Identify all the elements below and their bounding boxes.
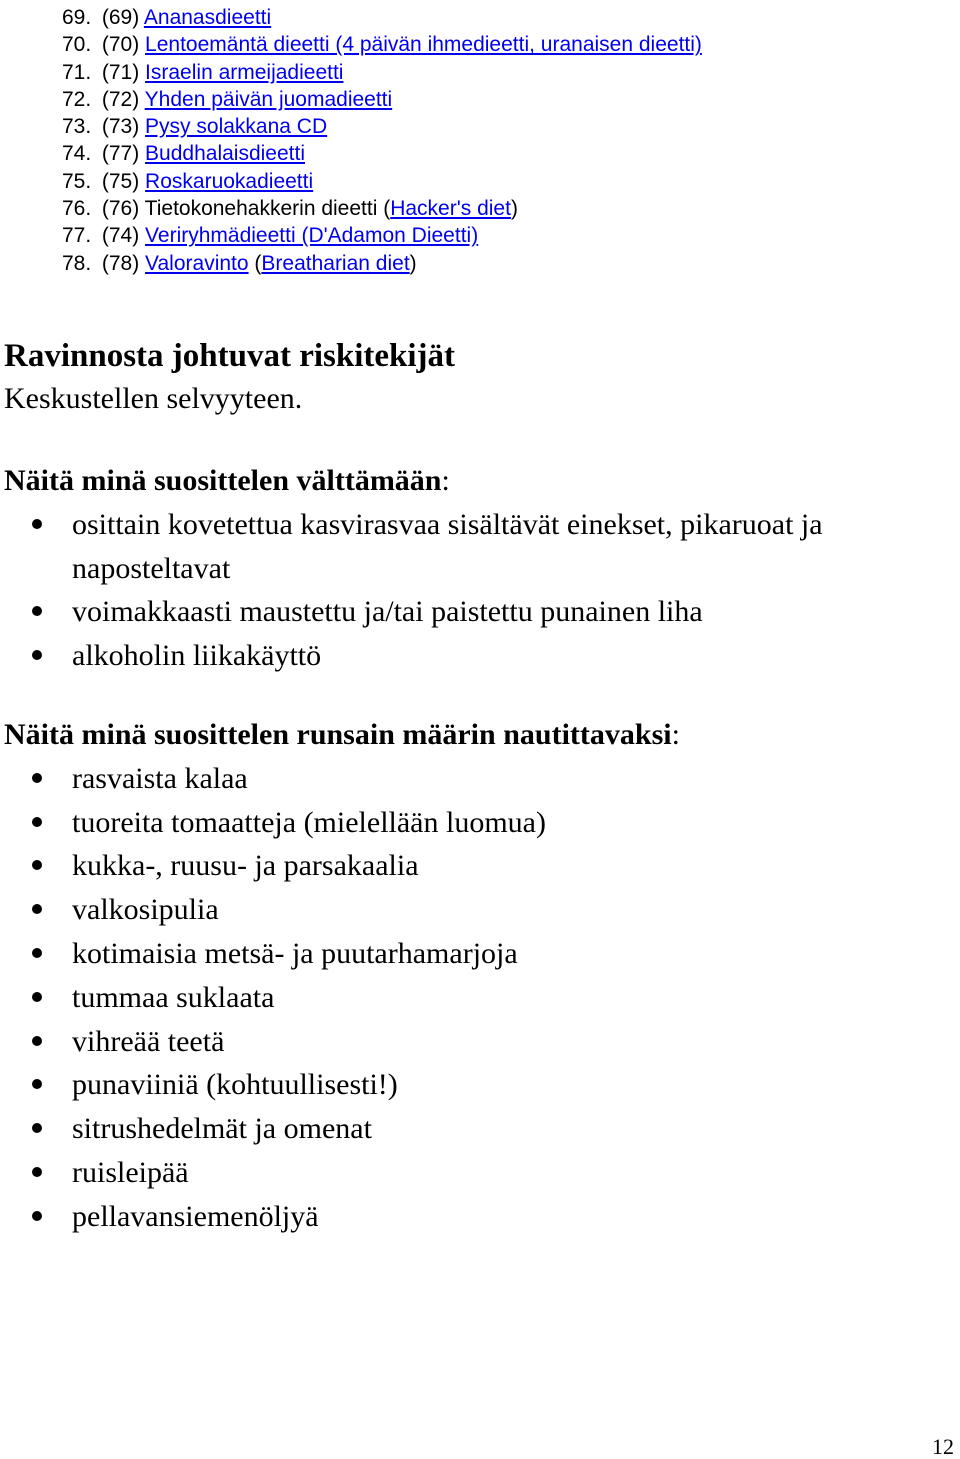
recommend-item-text: valkosipulia — [72, 893, 219, 927]
avoid-block — [4, 459, 954, 678]
item-text: Tietokonehakkerin dieetti ( — [144, 197, 391, 221]
recommend-item-text: kotimaisia metsä- ja puutarhamarjoja — [72, 936, 518, 970]
bullet-icon — [32, 1079, 42, 1089]
bullet-icon — [32, 1123, 42, 1133]
list-item — [62, 113, 702, 140]
recommend-heading — [4, 713, 954, 757]
item-code: (74) — [101, 224, 140, 248]
list-item — [4, 634, 954, 678]
section-subtitle: Keskustellen selvyyteen. — [4, 382, 303, 415]
list-item — [4, 801, 954, 845]
item-text: ( — [248, 251, 262, 275]
diet-link[interactable]: Pysy solakkana CD — [145, 115, 328, 139]
diet-link[interactable]: Veriryhmädieetti (D'Adamon Dieetti) — [145, 224, 479, 248]
recommend-item-text: tummaa suklaata — [72, 980, 275, 1014]
item-number: 71. — [62, 60, 92, 84]
list-item — [4, 1063, 954, 1107]
item-code: (73) — [101, 115, 140, 139]
bullet-icon — [32, 904, 42, 914]
recommend-item-text: rasvaista kalaa — [72, 761, 248, 795]
item-code: (78) — [101, 251, 140, 275]
diet-link[interactable]: Ananasdieetti — [143, 6, 272, 29]
list-item — [62, 59, 702, 86]
recommend-item-text: ruisleipää — [72, 1155, 189, 1189]
item-number: 77. — [62, 224, 92, 248]
bullet-icon — [32, 1036, 42, 1046]
avoid-item-text: alkoholin liikakäyttö — [72, 639, 322, 673]
item-number: 73. — [62, 115, 92, 139]
item-code: (69) — [101, 6, 140, 29]
list-item — [4, 503, 954, 591]
item-code: (77) — [101, 142, 140, 166]
list-item — [4, 1151, 954, 1195]
list-item — [62, 168, 702, 195]
item-text-close: ) — [510, 197, 518, 221]
bullet-icon — [32, 817, 42, 827]
avoid-heading — [4, 459, 954, 503]
section-title: Ravinnosta johtuvat riskitekijät — [4, 338, 456, 374]
item-number: 69. — [62, 6, 92, 29]
list-item — [62, 250, 702, 277]
list-item — [4, 1195, 954, 1239]
avoid-item-text: osittain kovetettua kasvirasvaa sisältävät einekset, pikaruoat ja naposteltavat — [72, 507, 823, 585]
diet-link[interactable]: Buddhalaisdieetti — [145, 142, 305, 166]
diet-link[interactable]: Israelin armeijadieetti — [145, 60, 344, 84]
item-code: (72) — [101, 87, 140, 111]
bullet-icon — [32, 1211, 42, 1221]
diet-link[interactable]: Yhden päivän juomadieetti — [144, 87, 393, 111]
avoid-list — [4, 503, 954, 678]
bullet-icon — [32, 519, 42, 529]
item-number: 76. — [62, 197, 92, 221]
item-text-close: ) — [409, 251, 417, 275]
bullet-icon — [32, 860, 42, 870]
list-item — [4, 590, 954, 634]
diet-link-secondary[interactable]: Breatharian diet — [261, 251, 410, 275]
item-code: (76) — [101, 197, 140, 221]
bullet-icon — [32, 1167, 42, 1177]
recommend-item-text: pellavansiemenöljyä — [72, 1199, 319, 1233]
list-item — [62, 195, 702, 222]
page-number: 12 — [932, 1434, 954, 1459]
list-item — [62, 31, 702, 58]
list-item — [62, 222, 702, 249]
bullet-icon — [32, 650, 42, 660]
list-item — [4, 1107, 954, 1151]
bullet-icon — [32, 773, 42, 783]
recommend-item-text: vihreää teetä — [72, 1024, 225, 1058]
diet-link-list — [62, 4, 702, 277]
avoid-heading-text: Näitä minä suosittelen välttämään — [4, 464, 442, 497]
item-number: 70. — [62, 33, 92, 57]
recommend-heading-colon: : — [671, 718, 680, 751]
item-number: 74. — [62, 142, 92, 166]
list-item — [62, 140, 702, 167]
list-item — [4, 844, 954, 888]
list-item — [4, 976, 954, 1020]
list-item — [4, 888, 954, 932]
list-item — [62, 86, 702, 113]
bullet-icon — [32, 992, 42, 1002]
recommend-block — [4, 713, 954, 1239]
list-item — [4, 1020, 954, 1064]
recommend-heading-text: Näitä minä suosittelen runsain määrin nautittavaksi — [4, 718, 672, 751]
recommend-item-text: kukka-, ruusu- ja parsakaalia — [72, 849, 419, 883]
avoid-heading-colon: : — [441, 464, 450, 497]
item-number: 75. — [62, 169, 92, 193]
recommend-item-text: punaviiniä (kohtuullisesti!) — [72, 1068, 398, 1102]
item-number: 78. — [62, 251, 92, 275]
avoid-item-text: voimakkaasti maustettu ja/tai paistettu punainen liha — [72, 595, 703, 629]
recommend-item-text: tuoreita tomaatteja (mielellään luomua) — [72, 805, 546, 839]
diet-link[interactable]: Lentoemäntä dieetti (4 päivän ihmedieetti, uranaisen dieetti) — [145, 33, 702, 57]
item-code: (75) — [101, 169, 140, 193]
bullet-icon — [32, 606, 42, 616]
item-code: (70) — [101, 33, 140, 57]
diet-link[interactable]: Roskaruokadieetti — [145, 169, 314, 193]
list-item — [4, 932, 954, 976]
recommend-list — [4, 757, 954, 1239]
recommend-item-text: sitrushedelmät ja omenat — [72, 1112, 372, 1146]
list-item — [62, 4, 702, 31]
list-item — [4, 757, 954, 801]
diet-link[interactable]: Hacker's diet — [390, 197, 511, 221]
item-code: (71) — [101, 60, 140, 84]
diet-link[interactable]: Valoravinto — [145, 251, 249, 275]
bullet-icon — [32, 948, 42, 958]
item-number: 72. — [62, 87, 92, 111]
